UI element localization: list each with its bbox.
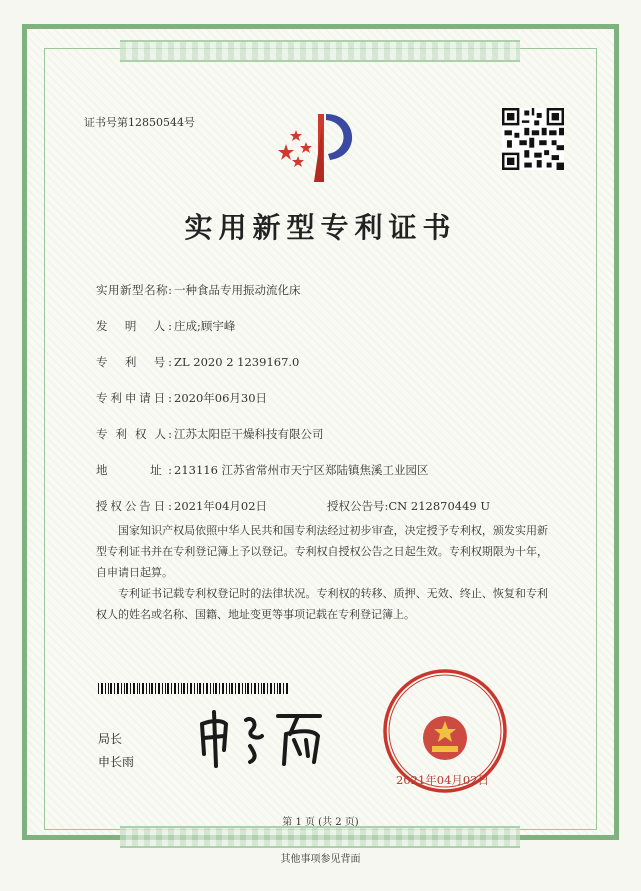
- top-ornament: [120, 40, 520, 62]
- field-label: 专 利 号:: [96, 355, 172, 369]
- certificate-title: 实用新型专利证书: [184, 211, 457, 244]
- director-name: 申长雨: [98, 755, 135, 769]
- seal-date: 2021年04月02日: [396, 773, 490, 787]
- field-value: ZL 2020 2 1239167.0: [174, 355, 300, 369]
- qr-code-icon: [502, 108, 564, 170]
- grant-statement-paragraph: 国家知识产权局依照中华人民共和国专利法经过初步审查，决定授予专利权，颁发实用新型专利证书并在专利登记簿上予以登记。专利权自授权公告之日起生效。专利权期限为十年，自申请日起算。: [96, 524, 548, 579]
- field-value: 213116 江苏省常州市天宁区郑陆镇焦溪工业园区: [174, 463, 429, 477]
- certificate-number: 证书号第12850544号: [84, 116, 195, 129]
- field-announcement-number: [327, 498, 490, 514]
- page-number: 第 1 页 (共 2 页): [282, 817, 359, 828]
- field-address: [96, 462, 429, 478]
- field-utility-model-name: [96, 282, 301, 298]
- field-value: 2020年06月30日: [174, 391, 268, 405]
- director-signature-icon: [196, 706, 328, 768]
- legal-status-paragraph: 专利证书记载专利权登记时的法律状况。专利权的转移、质押、无效、终止、恢复和专利权人的姓名或名称、国籍、地址变更等事项记载在专利登记簿上。: [96, 587, 548, 621]
- field-patentee: [96, 426, 324, 442]
- field-label: 专利申请日:: [96, 391, 172, 405]
- field-value: 庄成;顾宇峰: [174, 319, 236, 333]
- director-title: 局长: [98, 732, 123, 746]
- barcode-icon: [98, 683, 290, 694]
- bottom-ornament: [120, 826, 520, 848]
- cnipa-logo-icon: [278, 108, 368, 188]
- field-label: 专 利 权 人:: [96, 427, 172, 441]
- field-label: 授权公告号:: [327, 499, 389, 513]
- field-grant-date: [96, 498, 267, 514]
- field-patent-number: [96, 354, 299, 370]
- field-label: 授权公告日:: [96, 499, 172, 513]
- field-label: 发 明 人:: [96, 319, 172, 333]
- field-inventor: [96, 318, 235, 334]
- field-application-date: [96, 390, 267, 406]
- field-label: 实用新型名称:: [96, 283, 172, 297]
- field-value: 江苏太阳臣干燥科技有限公司: [174, 427, 324, 441]
- field-value: 2021年04月02日: [174, 499, 268, 513]
- footer-note: 其他事项参见背面: [280, 854, 361, 865]
- field-value: CN 212870449 U: [388, 499, 491, 513]
- field-value: 一种食品专用振动流化床: [174, 283, 301, 297]
- field-label: 地 址:: [96, 463, 172, 477]
